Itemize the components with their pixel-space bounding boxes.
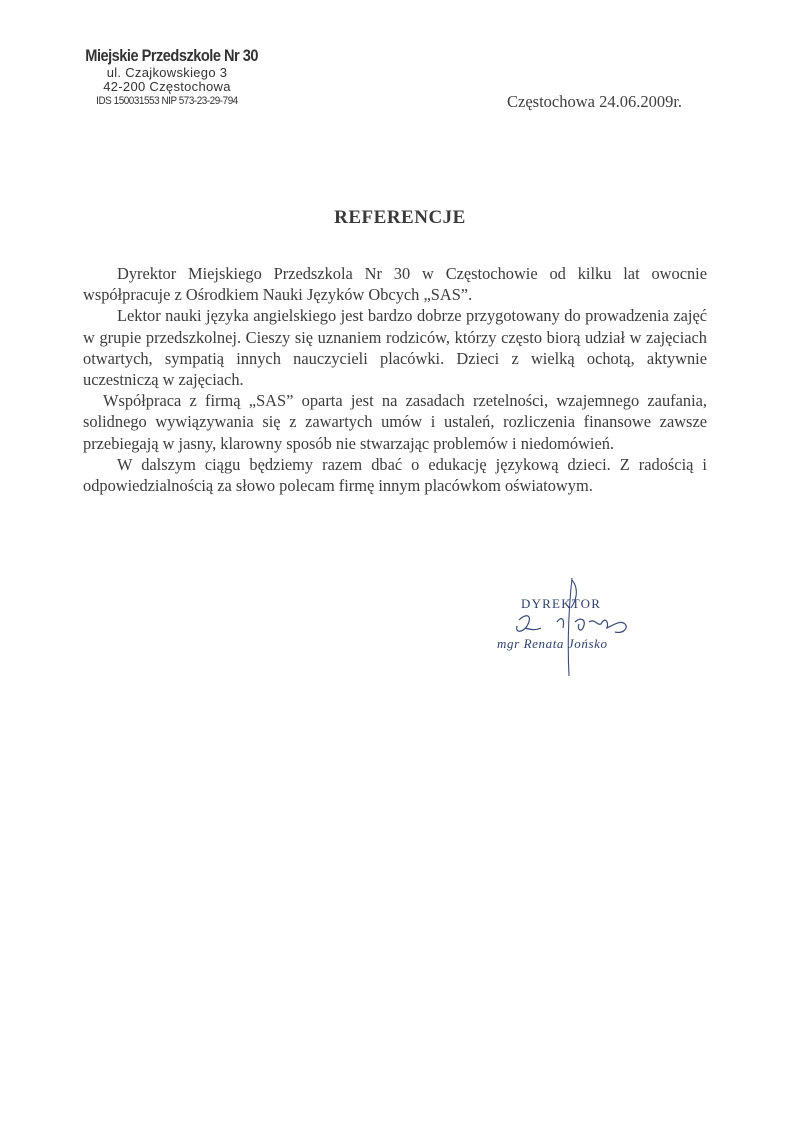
place-and-date: Częstochowa 24.06.2009r. xyxy=(507,92,683,111)
paragraph: Współpraca z firmą „SAS” oparta jest na zasadach rzetelności, wzajemnego zaufania, solidnego wywiązywania się z zawartych umów i ustaleń, rozliczenia finansowe zawsze przebiegają w jasny, klarowny sposób nie stwarzając problemów i niedomówień. xyxy=(83,391,707,453)
signatory-role: DYREKTOR xyxy=(521,596,602,611)
handwritten-signature-icon xyxy=(497,576,647,686)
signatory-name: mgr Renata Jońsko xyxy=(497,636,608,651)
organization-street: ul. Czajkowskiego 3 xyxy=(106,64,228,80)
organization-ids: IDS 150031553 NIP 573-23-29-794 xyxy=(96,95,238,108)
organization-city: 42-200 Częstochowa xyxy=(103,79,231,95)
organization-name: Miejskie Przedszkole Nr 30 xyxy=(85,46,258,65)
letter-body xyxy=(83,263,707,496)
letterhead xyxy=(72,46,262,108)
paragraph: Dyrektor Miejskiego Przedszkola Nr 30 w Częstochowie od kilku lat owocnie współpracuje z Ośrodkiem Nauki Języków Obcych „SAS”. xyxy=(83,264,707,305)
paragraph: W dalszym ciągu będziemy razem dbać o edukację językową dzieci. Z radością i odpowiedzialnością za słowo polecam firmę innym placówkom oświatowym. xyxy=(83,454,707,496)
paragraph: Lektor nauki języka angielskiego jest bardzo dobrze przygotowany do prowadzenia zajęć w grupie przedszkolnej. Cieszy się uznaniem rodziców, którzy często biorą udział w zajęciach otwartych, sympatią innych nauczycieli placówki. Dzieci z wielką ochotą, aktywnie uczestniczą w zajęciach. xyxy=(83,306,707,390)
document-title: REFERENCJE xyxy=(334,207,466,228)
signature-block xyxy=(497,596,647,686)
